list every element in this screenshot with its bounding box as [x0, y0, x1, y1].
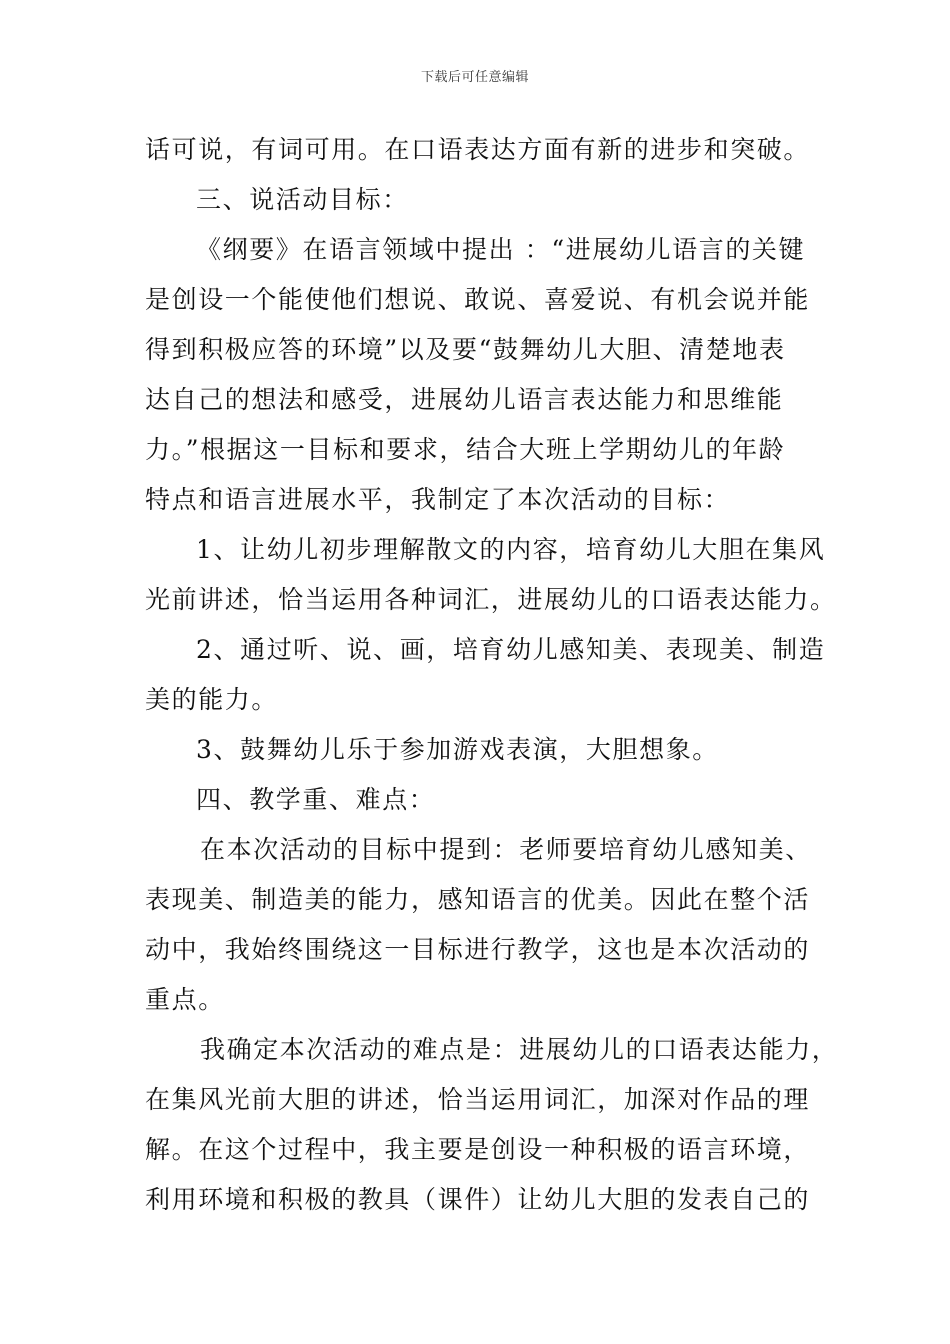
paragraph-line: 《纲要》在语言领域中提出 ：“进展幼儿语言的关键	[196, 235, 806, 264]
paragraph-line: 四、教学重、难点：	[196, 785, 436, 814]
paragraph-line: 光前讲述，恰当运用各种词汇，进展幼儿的口语表达能力。	[145, 585, 837, 614]
paragraph-line: 得到积极应答的环境”以及要“鼓舞幼儿大胆、清楚地表	[145, 335, 786, 364]
paragraph-line: 表现美、制造美的能力，感知语言的优美。因此在整个活	[145, 885, 811, 914]
paragraph-line: 力。”根据这一目标和要求，结合大班上学期幼儿的年龄	[145, 435, 786, 464]
paragraph-line: 动中，我始终围绕这一目标进行教学，这也是本次活动的	[145, 935, 811, 964]
paragraph-line: 解。在这个过程中，我主要是创设一种积极的语言环境，	[145, 1135, 811, 1164]
page-header: 下载后可任意编辑	[420, 70, 529, 85]
paragraph-line: 三、说活动目标：	[196, 185, 409, 214]
paragraph-line: 达自己的想法和感受，进展幼儿语言表达能力和思维能	[145, 385, 784, 414]
paragraph-line: 2、通过听、说、画，培育幼儿感知美、表现美、制造	[196, 635, 826, 664]
paragraph-line: 美的能力。	[145, 685, 279, 714]
paragraph-line: 利用环境和积极的教具（课件）让幼儿大胆的发表自己的	[145, 1185, 811, 1214]
paragraph-line: 特点和语言进展水平，我制定了本次活动的目标：	[145, 485, 731, 514]
paragraph-line: 我确定本次活动的难点是：进展幼儿的口语表达能力，	[200, 1035, 839, 1064]
paragraph-line: 在集风光前大胆的讲述，恰当运用词汇，加深对作品的理	[145, 1085, 811, 1114]
paragraph-line: 1、让幼儿初步理解散文的内容，培育幼儿大胆在集风	[196, 535, 826, 564]
paragraph-line: 在本次活动的目标中提到：老师要培育幼儿感知美、	[200, 835, 812, 864]
paragraph-line: 是创设一个能使他们想说、敢说、喜爱说、有机会说并能	[145, 285, 811, 314]
paragraph-line: 话可说，有词可用。在口语表达方面有新的进步和突破。	[145, 135, 811, 164]
paragraph-line: 3、鼓舞幼儿乐于参加游戏表演，大胆想象。	[196, 735, 719, 764]
paragraph-line: 重点。	[145, 985, 225, 1014]
